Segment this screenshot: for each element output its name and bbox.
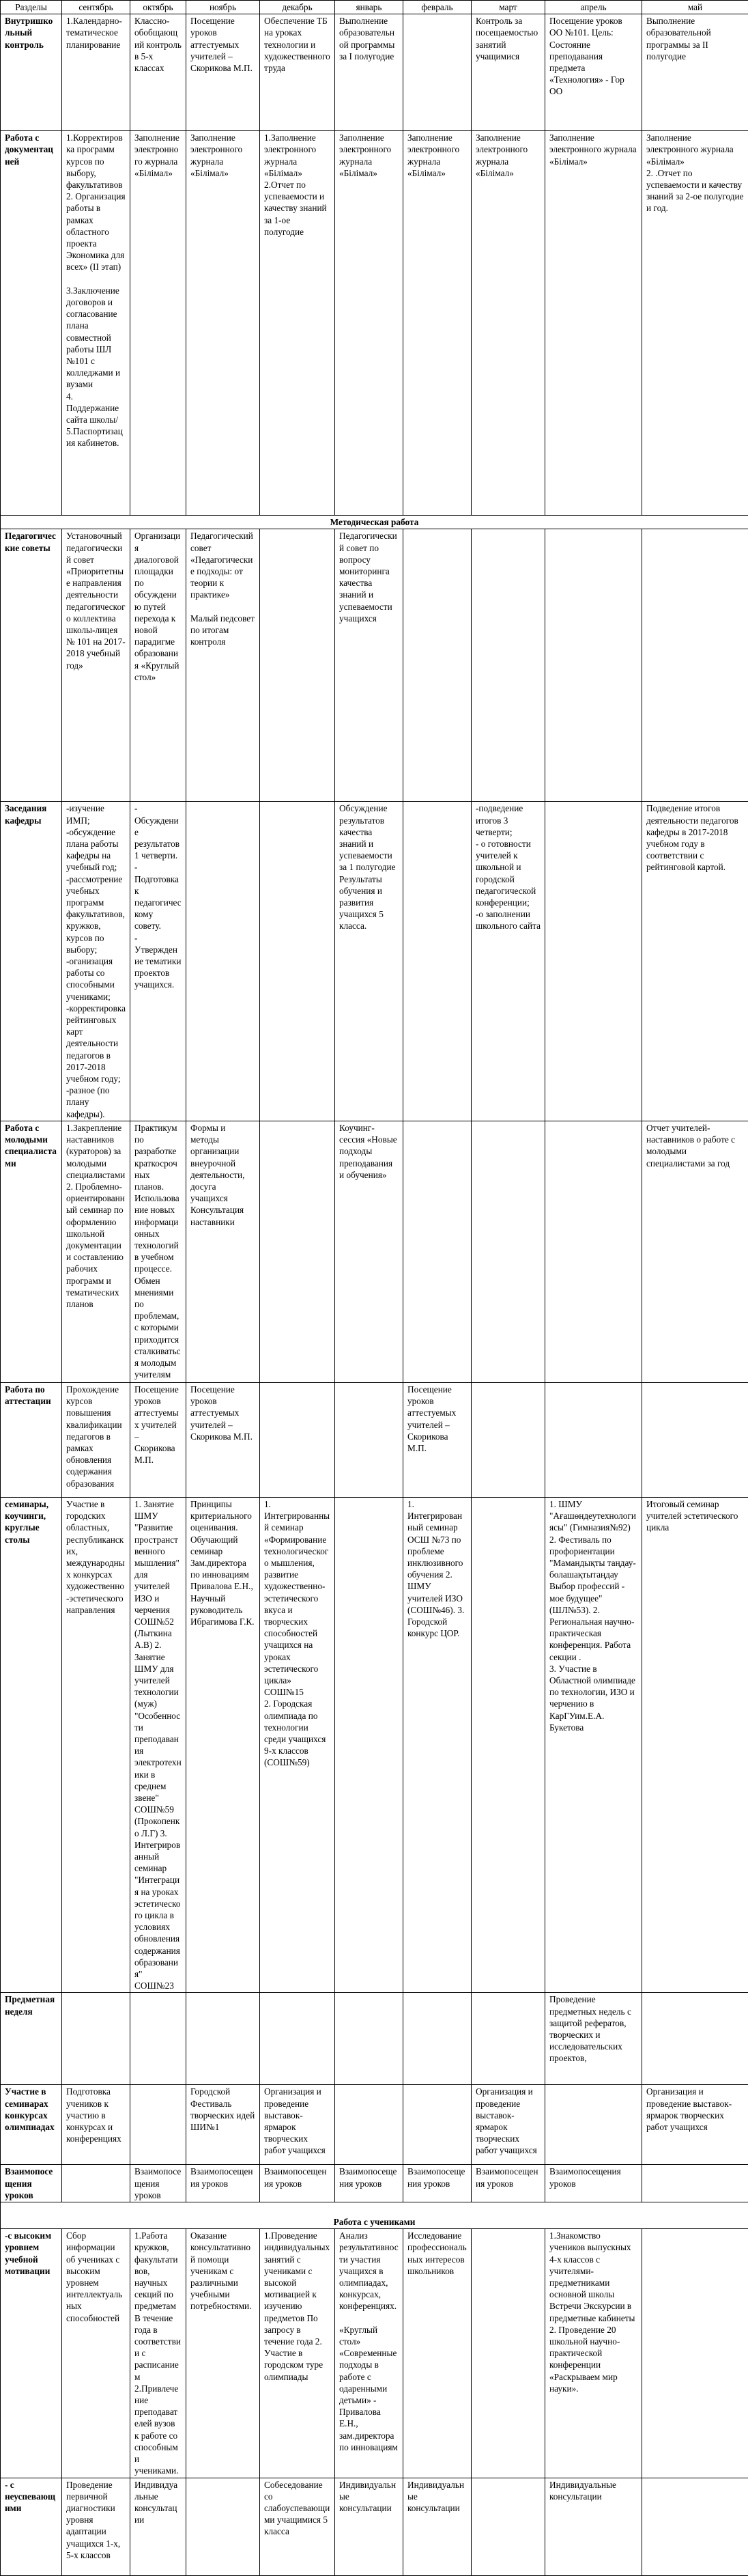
column-header-month: март bbox=[472, 1, 545, 14]
row-label: Предметная неделя bbox=[1, 1993, 62, 2085]
table-cell: Анализ результативности участия учащихся в олимпиадах, конкурсах, конференциях. «Круглый стол» «Современные подходы в работе с одаренными детьми» - Привалова Е.Н., зам.директора по инновациям bbox=[335, 2229, 403, 2478]
table-cell: 1.Заполнение электронного журнала «Білімал» 2.Отчет по успеваемости и качеству знаний за 1-ое полугодие bbox=[260, 131, 335, 516]
table-cell: Обсуждение результатов качества знаний и успеваемости за 1 полугодие Результаты обучения и развития учащихся 5 класса. bbox=[335, 802, 403, 1121]
table-cell bbox=[642, 2165, 748, 2202]
table-cell bbox=[403, 529, 472, 802]
section-row-students bbox=[1, 2202, 748, 2229]
table-cell: Сбор информации об учениках с высоким уровнем интеллектуальных способностей bbox=[62, 2229, 130, 2478]
table-cell bbox=[642, 1382, 748, 1497]
table-row-young bbox=[1, 1121, 748, 1382]
row-label: -с высоким уровнем учебной мотивации bbox=[1, 2229, 62, 2478]
table-cell bbox=[260, 802, 335, 1121]
table-cell bbox=[403, 14, 472, 131]
table-cell bbox=[62, 1993, 130, 2085]
table-cell: Заполнение электронного журнала «Білімал» bbox=[472, 131, 545, 516]
table-cell: 1.Знакомство учеников выпускных 4-х классов с учителями-предметниками основной школы Встречи Экскурсии в предметные кабинеты 2. Проведение 20 школьной научно-практической конференции «Раскрываем мир науки». bbox=[545, 2229, 642, 2478]
table-cell: Оказание консультативной помощи ученикам с различными учебными потребностями. bbox=[186, 2229, 260, 2478]
column-header-month: декабрь bbox=[260, 1, 335, 14]
table-cell bbox=[130, 2085, 186, 2165]
table-cell bbox=[642, 2229, 748, 2478]
table-cell bbox=[472, 1497, 545, 1993]
table-cell: Индивидуальные консультации bbox=[403, 2478, 472, 2575]
table-row-seminars bbox=[1, 1497, 748, 1993]
table-cell: Взаимопосещения уроков bbox=[186, 2165, 260, 2202]
table-cell: Практикум по разработке краткосрочных планов. Использование новых информационных технологий в учебном процессе. Обмен мнениями по проблемам, с которыми приходится сталкиваться молодым учителям bbox=[130, 1121, 186, 1382]
table-cell: 1.Корректировка программ курсов по выбору, факультативов 2. Организация работы в рамках областного проекта Экономика для всех» (II этап) 3.Заключение договоров и согласование плана совместной работы ШЛ №101 с колледжами и вузами 4. Поддержание сайта школы/ 5.Паспортизация кабинетов. bbox=[62, 131, 130, 516]
table-cell: Коучинг-сессия «Новые подходы преподавания и обучения» bbox=[335, 1121, 403, 1382]
table-cell: Педагогический совет «Педагогические подходы: от теории к практике» Малый педсовет по итогам контроля bbox=[186, 529, 260, 802]
table-cell: -подведение итогов 3 четверти; - о готовности учителей к школьной и городской педагогической конференции; -о заполнении школьного сайта bbox=[472, 802, 545, 1121]
row-label: Участие в семинарах конкурсах олимпиадах bbox=[1, 2085, 62, 2165]
table-row-week bbox=[1, 1993, 748, 2085]
column-header-month: ноябрь bbox=[186, 1, 260, 14]
table-cell: Выполнение образовательной программы за I полугодие bbox=[335, 14, 403, 131]
table-cell bbox=[472, 1382, 545, 1497]
table-cell: Заполнение электронного журнала «Білімал» bbox=[545, 131, 642, 516]
table-cell bbox=[642, 1993, 748, 2085]
table-cell bbox=[260, 1382, 335, 1497]
table-cell: Организация и проведение выставок-ярмарок творческих работ учащихся bbox=[260, 2085, 335, 2165]
table-row-documents bbox=[1, 131, 748, 516]
table-cell: Принципы критериального оценивания. Обучающий семинар Зам.директора по инновациям Привалова Е.Н., Научный руководитель Ибрагимова Г.К. bbox=[186, 1497, 260, 1993]
row-label: Работа по аттестации bbox=[1, 1382, 62, 1497]
column-header-month: февраль bbox=[403, 1, 472, 14]
table-cell: Заполнение электронного журнала «Білімал» bbox=[186, 131, 260, 516]
table-cell: Индивидуальные консультации bbox=[130, 2478, 186, 2575]
table-cell bbox=[545, 1121, 642, 1382]
table-cell: Городской Фестиваль творческих идей ШИ№1 bbox=[186, 2085, 260, 2165]
table-row-low bbox=[1, 2478, 748, 2575]
table-cell: 1.Работа кружков, факультативов, научных секций по предметам В течение года в соответствии с расписанием 2.Привлечение преподавателей вузов к работе со способными учениками. bbox=[130, 2229, 186, 2478]
column-header-month: апрель bbox=[545, 1, 642, 14]
table-cell bbox=[545, 1382, 642, 1497]
table-cell bbox=[335, 1993, 403, 2085]
table-cell bbox=[472, 529, 545, 802]
table-cell: Итоговый семинар учителей эстетического цикла bbox=[642, 1497, 748, 1993]
table-cell bbox=[260, 1993, 335, 2085]
table-cell bbox=[62, 2165, 130, 2202]
column-header-sections: Разделы bbox=[1, 1, 62, 14]
table-row-attestation bbox=[1, 1382, 748, 1497]
table-row-high bbox=[1, 2229, 748, 2478]
table-cell: Контроль за посещаемостью занятий учащимися bbox=[472, 14, 545, 131]
table-cell bbox=[472, 2229, 545, 2478]
table-cell: 1. ШМУ "Ағашөндеутехнологиясы" (Гимназия№92) 2. Фестиваль по профориентации "Мамандықты таңдау-болашақтытаңдау Выбор профессий - мое будущее" (ШЛ№53). 2. Региональная научно-практическая конференция. Работа секции . 3. Участие в Областной олимпиаде по технологии, ИЗО и черчению в КарГУим.Е.А. Букетова bbox=[545, 1497, 642, 1993]
table-cell bbox=[472, 2478, 545, 2575]
table-cell bbox=[545, 802, 642, 1121]
table-cell: Педагогический совет по вопросу мониторинга качества знаний и успеваемости учащихся bbox=[335, 529, 403, 802]
table-row-kontrol bbox=[1, 14, 748, 131]
table-cell: 1.Календарно-тематическое планирование bbox=[62, 14, 130, 131]
section-row-methodical bbox=[1, 516, 748, 529]
table-cell: Посещение уроков аттестуемых учителей – Скорикова М.П. bbox=[130, 1382, 186, 1497]
table-cell: Заполнение электронного журнала «Білімал» bbox=[130, 131, 186, 516]
table-cell: Посещение уроков ОО №101. Цель: Состояние преподавания предмета «Технология» - Гор ОО bbox=[545, 14, 642, 131]
row-label: Взаимопосещения уроков bbox=[1, 2165, 62, 2202]
column-header-month: сентябрь bbox=[62, 1, 130, 14]
table-cell: Организация диалоговой площадки по обсуждению путей перехода к новой парадигме образования «Круглый стол» bbox=[130, 529, 186, 802]
table-cell bbox=[403, 802, 472, 1121]
table-cell: 1.Закрепление наставников (кураторов) за молодыми специалистами 2. Проблемно-ориентированный семинар по оформлению школьной документации и составлению рабочих программ и тематических планов bbox=[62, 1121, 130, 1382]
table-cell bbox=[403, 1121, 472, 1382]
table-cell bbox=[130, 1993, 186, 2085]
table-cell: Подготовка учеников к участию в конкурсах и конференциях bbox=[62, 2085, 130, 2165]
table-cell: Взаимопосещения уроков bbox=[472, 2165, 545, 2202]
table-cell: -изучение ИМП; -обсуждение плана работы кафедры на учебный год; -рассмотрение учебных программ факультативов, кружков, курсов по выбору; -оганизация работы со способными учениками; -корректировка рейтинговых карт деятельности педагогов в 2017-2018 учебном году; -разное (по плану кафедры). bbox=[62, 802, 130, 1121]
table-cell bbox=[335, 1382, 403, 1497]
table-cell: Организация и проведение выставок-ярмарок творческих работ учащихся bbox=[472, 2085, 545, 2165]
table-cell: Индивидуальные консультации bbox=[335, 2478, 403, 2575]
table-cell bbox=[260, 1121, 335, 1382]
table-cell: Обеспечение ТБ на уроках технологии и художественного труда bbox=[260, 14, 335, 131]
table-cell bbox=[403, 1993, 472, 2085]
table-cell bbox=[472, 1993, 545, 2085]
table-cell: Заполнение электронного журнала «Білімал» bbox=[335, 131, 403, 516]
table-row-visits bbox=[1, 2165, 748, 2202]
table-cell: Заполнение электронного журнала «Білімал» 2. .Отчет по успеваемости и качеству знаний за 2-ое полугодие и год. bbox=[642, 131, 748, 516]
table-cell bbox=[260, 529, 335, 802]
table-cell: Взаимопосещения уроков bbox=[260, 2165, 335, 2202]
row-label: Работа с документацией bbox=[1, 131, 62, 516]
table-row-kafedra bbox=[1, 802, 748, 1121]
table-cell: Классно-обобщающий контроль в 5-х классах bbox=[130, 14, 186, 131]
table-cell: Проведение первичной диагностики уровня адаптации учащихся 1-х, 5-х классов bbox=[62, 2478, 130, 2575]
table-cell: Взаимопосещения уроков bbox=[130, 2165, 186, 2202]
section-title: Методическая работа bbox=[1, 516, 748, 529]
table-cell bbox=[186, 802, 260, 1121]
table-cell: Прохождение курсов повышения квалификации педагогов в рамках обновления содержания образования bbox=[62, 1382, 130, 1497]
table-cell: Установочный педагогический совет «Приоритетные направления деятельности педагогического коллектива школы-лицея № 101 на 2017-2018 учебный год» bbox=[62, 529, 130, 802]
table-cell: 1. Интегрированный семинар «Формирование технологического мышления, развитие художественно-эстетического вкуса и творческих способностей учащихся на уроках эстетического цикла» СОШ№15 2. Городская олимпиада по технологии среди учащихся 9-х классов (СОШ№59) bbox=[260, 1497, 335, 1993]
table-cell bbox=[472, 1121, 545, 1382]
table-cell bbox=[335, 1497, 403, 1993]
table-cell bbox=[186, 2478, 260, 2575]
table-cell: Посещение уроков аттестуемых учителей – Скорикова М.П. bbox=[186, 14, 260, 131]
column-header-month: январь bbox=[335, 1, 403, 14]
table-cell: Отчет учителей-наставников о работе с молодыми специалистами за год bbox=[642, 1121, 748, 1382]
table-cell: Взаимопосещения уроков bbox=[403, 2165, 472, 2202]
table-cell: Организация и проведение выставок-ярмарок творческих работ учащихся bbox=[642, 2085, 748, 2165]
table-row-pedsovet bbox=[1, 529, 748, 802]
table-cell: - Обсуждение результатов 1 четверти. - Подготовка к педагогическому совету. - Утверждение тематики проектов учащихся. bbox=[130, 802, 186, 1121]
table-cell: 1. Занятие ШМУ "Развитие пространственного мышления" для учителей ИЗО и черчения СОШ№52 (Лыткина А.В) 2. Занятие ШМУ для учителей технологии (муж) "Особенности преподавания электротехники в среднем звене" СОШ№59 (Прокопенко Л.Г) 3. Интегрированный семинар "Интеграция на уроках эстетического цикла в условиях обновления содержания образования" СОШ№23 bbox=[130, 1497, 186, 1993]
table-cell: Формы и методы организации внеурочной деятельности, досуга учащихся Консультация наставники bbox=[186, 1121, 260, 1382]
table-cell: Подведение итогов деятельности педагогов кафедры в 2017-2018 учебном году в соответствии с рейтинговой картой. bbox=[642, 802, 748, 1121]
row-label: Внутришкольный контроль bbox=[1, 14, 62, 131]
header-row bbox=[1, 1, 748, 14]
table-cell: Собеседование со слабоуспевающими учащимися 5 класса bbox=[260, 2478, 335, 2575]
table-cell bbox=[335, 2085, 403, 2165]
table-cell bbox=[642, 529, 748, 802]
column-header-month: октябрь bbox=[130, 1, 186, 14]
section-title: Работа с учениками bbox=[1, 2202, 748, 2229]
table-cell: Взаимопосещения уроков bbox=[335, 2165, 403, 2202]
table-cell: Участие в городских областных, республиканских, международных конкурсах художественно-эстетического направления bbox=[62, 1497, 130, 1993]
row-label: Педагогические советы bbox=[1, 529, 62, 802]
table-cell: Индивидуальные консультации bbox=[545, 2478, 642, 2575]
table-cell bbox=[545, 2085, 642, 2165]
row-label: Работа с молодыми специалистами bbox=[1, 1121, 62, 1382]
column-header-month: май bbox=[642, 1, 748, 14]
table-cell bbox=[545, 529, 642, 802]
table-cell: Проведение предметных недель с защитой рефератов, творческих и исследовательских проектов, bbox=[545, 1993, 642, 2085]
table-cell: Посещение уроков аттестуемых учителей – Скорикова М.П. bbox=[186, 1382, 260, 1497]
table-cell: 1. Интегрированный семинар ОСШ №73 по проблеме инклюзивного обучения 2. ШМУ учителей ИЗО (СОШ№46). 3. Городской конкурс ЦОР. bbox=[403, 1497, 472, 1993]
table-cell bbox=[642, 2478, 748, 2575]
table-cell: Взаимопосещения уроков bbox=[545, 2165, 642, 2202]
row-label: Заседания кафедры bbox=[1, 802, 62, 1121]
table-cell bbox=[403, 2085, 472, 2165]
table-cell: Посещение уроков аттестуемых учителей – Скорикова М.П. bbox=[403, 1382, 472, 1497]
row-label: семинары, коучинги, круглые столы bbox=[1, 1497, 62, 1993]
table-cell: Выполнение образовательной программы за II полугодие bbox=[642, 14, 748, 131]
table-cell: Заполнение электронного журнала «Білімал» bbox=[403, 131, 472, 516]
table-cell: 1.Проведение индивидуальных занятий с учениками с высокой мотивацией к изучению предметов По запросу в течение года 2. Участие в городском туре олимпиады bbox=[260, 2229, 335, 2478]
table-cell bbox=[186, 1993, 260, 2085]
table-cell: Исследование профессиональных интересов школьников bbox=[403, 2229, 472, 2478]
table-row-contests bbox=[1, 2085, 748, 2165]
row-label: - с неуспевающими bbox=[1, 2478, 62, 2575]
